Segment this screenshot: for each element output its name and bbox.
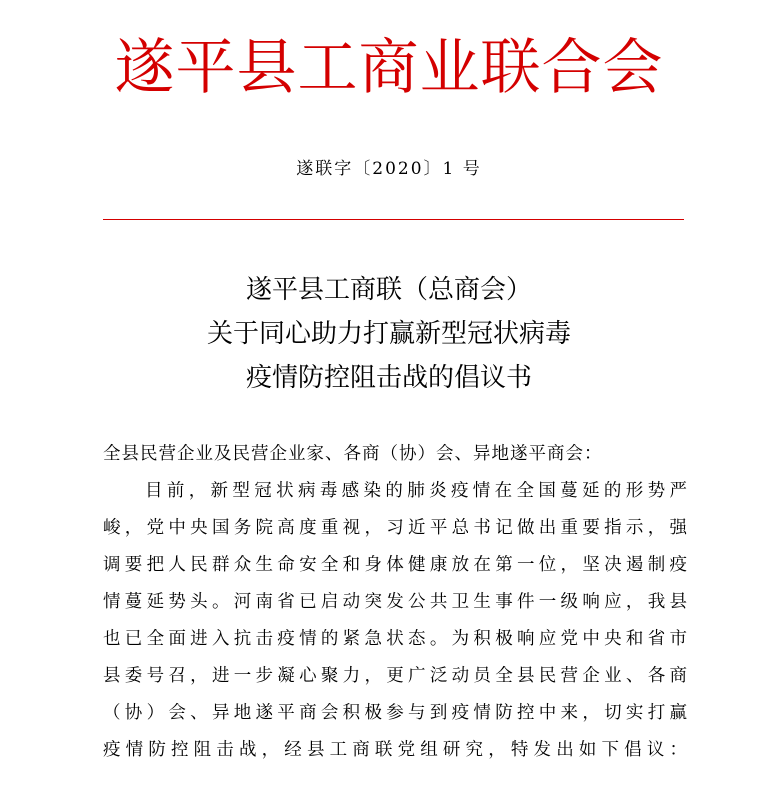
paragraph-line: 调要把人民群众生命安全和身体健康放在第一位，坚决遏制疫	[103, 555, 688, 575]
paragraph-line: （协）会、异地遂平商会积极参与到疫情防控中来，切实打赢	[103, 703, 688, 723]
paragraph-line: 目前，新型冠状病毒感染的肺炎疫情在全国蔓延的形势严	[145, 481, 688, 501]
paragraph-line: 峻，党中央国务院高度重视，习近平总书记做出重要指示，强	[103, 518, 688, 538]
document-heading	[0, 268, 778, 400]
document-body	[103, 436, 688, 769]
heading-line-2: 关于同心助力打赢新型冠状病毒	[206, 319, 571, 349]
paragraph-line: 县委号召，进一步凝心聚力，更广泛动员全县民营企业、各商	[103, 666, 688, 686]
heading-line-1: 遂平县工商联（总商会）	[245, 275, 532, 305]
organization-title: 遂平县工商业联合会	[114, 33, 664, 103]
red-divider-line	[103, 219, 684, 220]
heading-line-3: 疫情防控阻击战的倡议书	[245, 363, 532, 393]
document-number: 遂联字〔2020〕1 号	[296, 159, 482, 179]
paragraph-line: 也已全面进入抗击疫情的紧急状态。为积极响应党中央和省市	[103, 629, 688, 649]
paragraph-line: 疫情防控阻击战，经县工商联党组研究，特发出如下倡议：	[103, 740, 688, 760]
paragraph-line: 情蔓延势头。河南省已启动突发公共卫生事件一级响应，我县	[103, 592, 688, 612]
salutation: 全县民营企业及民营企业家、各商（协）会、异地遂平商会：	[103, 444, 603, 464]
